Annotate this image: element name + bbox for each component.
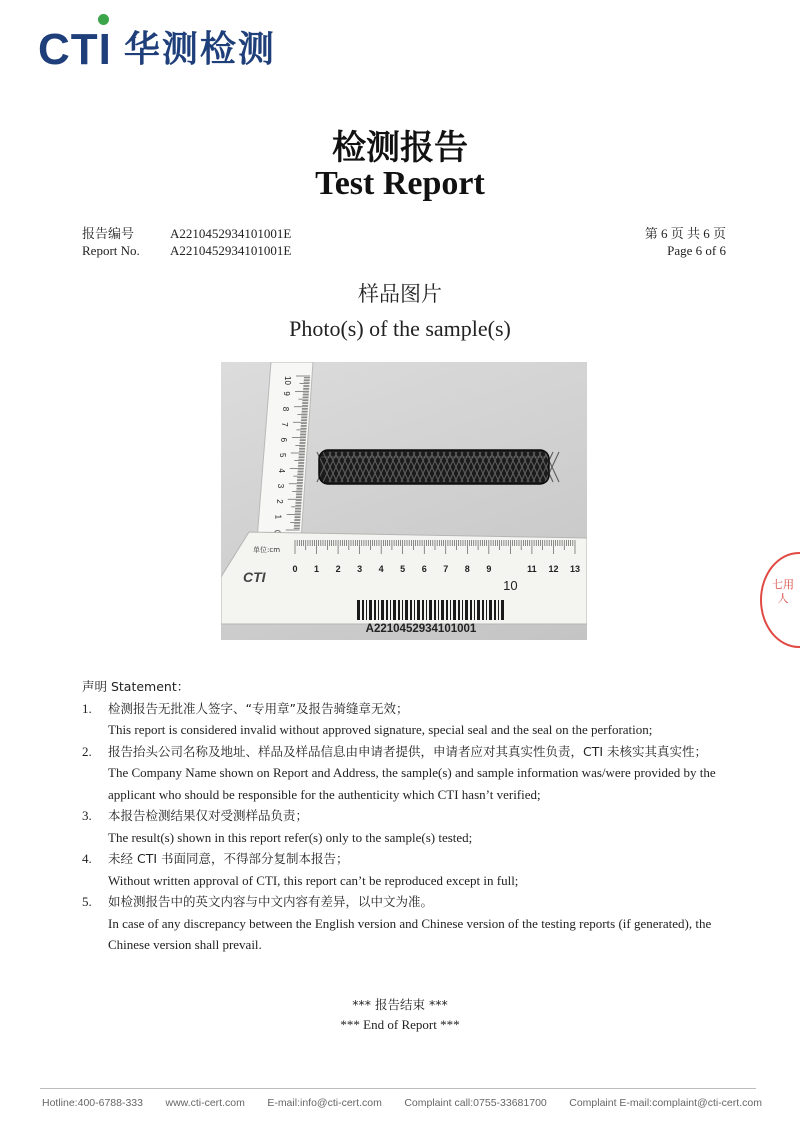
footer-complaint-call: Complaint call:0755-33681700 [404, 1097, 547, 1109]
barcode-bar [470, 600, 472, 620]
section-title-en: Photo(s) of the sample(s) [289, 316, 511, 341]
barcode-bar [453, 600, 456, 620]
barcode-bar [489, 600, 492, 620]
page-number-block [645, 225, 726, 259]
horizontal-ruler-label: 12 [548, 564, 559, 574]
barcode-bar [501, 600, 504, 620]
vertical-ruler-label: 1 [273, 514, 283, 520]
barcode-bar [378, 600, 379, 620]
horizontal-ruler-label: 1 [314, 564, 320, 574]
horizontal-ruler-label: 3 [357, 564, 363, 574]
horizontal-ruler-label: 0 [292, 564, 298, 574]
vertical-ruler-label: 8 [280, 406, 290, 412]
horizontal-ruler-label: 4 [378, 564, 384, 574]
barcode-bar [414, 600, 415, 620]
barcode-bar [381, 600, 384, 620]
barcode-bar [498, 600, 499, 620]
horizontal-ruler-label: 13 [569, 564, 581, 574]
page-number-en: Page 6 of 6 [667, 243, 726, 258]
statement-item [82, 698, 722, 741]
statement-item [82, 848, 722, 891]
barcode-bar [410, 600, 412, 620]
barcode-bar [426, 600, 427, 620]
report-title-en: Test Report [315, 165, 485, 202]
barcode-bar [357, 600, 360, 620]
statement-item-cn: 本报告检测结果仅对受测样品负责； [108, 808, 309, 823]
logo-brand: CTI [38, 25, 112, 74]
report-no-value-cn: A2210452934101001E [170, 226, 292, 241]
barcode-bar [477, 600, 480, 620]
barcode-bar [494, 600, 496, 620]
braided-sleeve-sample [317, 450, 559, 484]
statement-item-en: In case of any discrepancy between the English version and Chinese version of the testing reports (if generated), the Chinese version shall prevail. [108, 915, 712, 952]
ruler-brand-logo: CTI [243, 569, 266, 585]
statement-item-number: 5. [82, 894, 92, 909]
horizontal-ruler-label: 9 [486, 564, 492, 574]
barcode-bar [465, 600, 468, 620]
footer-website[interactable]: www.cti-cert.com [165, 1097, 245, 1109]
vertical-ruler-label: 4 [276, 468, 286, 473]
horizontal-ruler-label: 7 [443, 564, 449, 574]
barcode-bar [369, 600, 372, 620]
barcode-bar [486, 600, 487, 620]
barcode-bar [402, 600, 403, 620]
report-number-block [82, 225, 291, 259]
footer [42, 1097, 762, 1109]
barcode-bar [398, 600, 400, 620]
barcode-bar [462, 600, 463, 620]
statement-item-en: This report is considered invalid without approved signature, special seal and the seal on the perforation; [108, 722, 653, 737]
footer-complaint-email[interactable]: Complaint E-mail:complaint@cti-cert.com [569, 1097, 762, 1109]
barcode-text: A2210452934101001 [365, 623, 477, 635]
statement-item-number: 2. [82, 743, 92, 759]
logo-green-dot [98, 14, 109, 25]
end-of-report-en: *** End of Report *** [340, 1017, 460, 1032]
barcode-bar [393, 600, 396, 620]
barcode-bar [422, 600, 424, 620]
horizontal-ruler-label: 6 [421, 564, 427, 574]
statement-item [82, 741, 722, 806]
footer-divider [40, 1088, 756, 1089]
barcode-bar [446, 600, 448, 620]
sample-photo [221, 362, 587, 640]
barcode-bar [374, 600, 376, 620]
statement-item-cn: 检测报告无批准人签字、“专用章”及报告骑缝章无效； [108, 700, 409, 716]
statement-heading: 声明 Statement： [82, 679, 190, 694]
vertical-ruler-label: 5 [277, 453, 287, 458]
report-no-label-cn: 报告编号 [82, 226, 135, 241]
vertical-ruler [257, 362, 313, 540]
horizontal-ruler-label: 2 [335, 564, 341, 574]
page-number-cn: 第 6 页 共 6 页 [644, 226, 726, 241]
statement-item-cn: 如检测报告中的英文内容与中文内容有差异，以中文为准。 [108, 894, 434, 909]
sample-photo-illustration [221, 362, 587, 640]
report-no-label-en: Report No. [82, 243, 140, 258]
statement-item-en: Without written approval of CTI, this report can’t be reproduced except in full; [108, 872, 519, 888]
report-title-cn: 检测报告 [332, 128, 468, 168]
vertical-ruler-label: 6 [278, 437, 288, 443]
barcode-bar [386, 600, 388, 620]
statement-item-number: 3. [82, 808, 92, 823]
section-title-cn: 样品图片 [358, 282, 442, 306]
barcode-bar [362, 600, 364, 620]
ruler-unit-label: 单位:cm [253, 546, 281, 554]
vertical-ruler-label: 10 [283, 376, 293, 385]
statement-item [82, 805, 722, 848]
horizontal-ruler-label: 8 [464, 564, 470, 574]
statement-item-number: 1. [82, 700, 92, 716]
statement-item-cn: 报告抬头公司名称及地址、样品及样品信息由申请者提供，申请者应对其真实性负责，CTI 未核实其真实性； [108, 743, 708, 759]
seal-text: 七用人 [772, 578, 794, 605]
barcode-bar [390, 600, 391, 620]
barcode-bar [438, 600, 439, 620]
statement-item-number: 4. [82, 851, 92, 866]
barcode-bar [366, 600, 367, 620]
company-logo [38, 20, 276, 80]
statement-item-cn: 未经 CTI 书面同意，不得部分复制本报告； [108, 851, 349, 866]
barcode-bar [417, 600, 420, 620]
vertical-ruler-label: 2 [274, 499, 284, 504]
barcode-bar [482, 600, 484, 620]
horizontal-ruler-label: 5 [400, 564, 406, 574]
horizontal-ruler-label: 10 [503, 578, 518, 593]
logo-cn-name: 华测检测 [123, 29, 276, 70]
vertical-ruler-label: 9 [282, 391, 292, 396]
barcode-bar [474, 600, 475, 620]
barcode-bar [458, 600, 460, 620]
barcode-bar [441, 600, 444, 620]
end-of-report-cn: *** 报告结束 *** [352, 997, 448, 1012]
barcode-bar [429, 600, 432, 620]
statement-item [82, 891, 722, 956]
horizontal-ruler-label: 11 [527, 564, 537, 574]
vertical-ruler-label: 7 [279, 422, 289, 427]
footer-hotline: Hotline:400-6788-333 [42, 1097, 143, 1109]
barcode-bar [434, 600, 436, 620]
statement-block [82, 676, 722, 956]
barcode-bar [405, 600, 408, 620]
statement-item-en: The Company Name shown on Report and Address, the sample(s) and sample information was/were provided by the applicant who should be responsible for the authenticity which CTI hasn’t verified; [108, 765, 716, 802]
statement-item-en: The result(s) shown in this report refer(s) only to the sample(s) tested; [108, 829, 473, 845]
vertical-ruler-label: 3 [275, 483, 285, 489]
barcode-bar [450, 600, 451, 620]
report-no-value-en: A2210452934101001E [170, 243, 292, 258]
footer-email[interactable]: E-mail:info@cti-cert.com [267, 1097, 382, 1109]
